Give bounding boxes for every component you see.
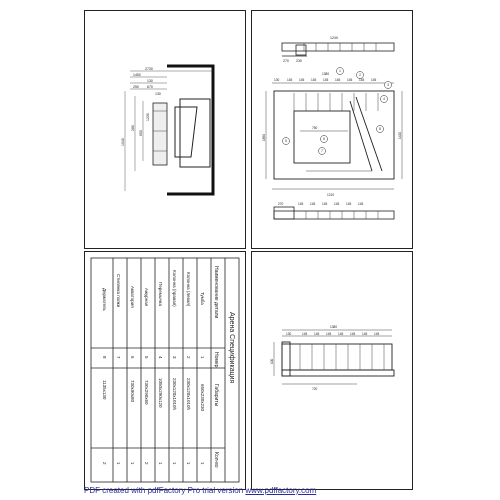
row-name: Акватория [130,286,135,308]
dim-label: 1380 [322,72,330,76]
dim-label: 1850 [262,133,266,141]
row-num: 4 [158,356,163,359]
dim-label: 750 [312,126,318,130]
dim-label: 145 [338,332,344,336]
callout-number: 5 [285,139,287,144]
callout-number: 6 [323,137,325,142]
row-name: Держатель [102,288,107,311]
front-view-drawing [85,11,245,248]
row-name: Перемычка [158,282,163,306]
row-size: 230x120x1010h [172,378,177,411]
plan-view-drawing [252,11,412,248]
specification-sheet [84,251,246,490]
row-num: 1 [200,356,205,359]
row-name: Колонна (левая) [186,272,191,307]
shelf-outline [282,344,392,370]
dim-label: 145 [311,78,317,82]
dim-label: 230 [296,59,302,63]
row-num: 3 [172,356,177,359]
plan-outline [274,91,394,179]
dim-label: 130 [286,332,292,336]
dim-label: 145 [326,332,332,336]
dim-label: 145 [346,202,352,206]
row-qty: 1 [172,462,177,465]
dim-label: 145 [298,202,304,206]
dim-label: 250 [133,85,139,89]
dim-label: 145 [347,78,353,82]
dim-label: 145 [362,332,368,336]
row-qty: 1 [200,462,205,465]
dim-label: 145 [302,332,308,336]
spec-table [85,252,245,489]
row-num: 7 [116,356,121,359]
dim-label: 650 [139,130,143,136]
row-num: 8 [102,356,107,359]
dim-label: 145 [314,332,320,336]
row-name: Стилянка полки [116,274,121,308]
dim-label: 1420 [398,131,402,139]
drawing-sheet-plan-view [251,10,413,249]
dim-label: 145 [299,78,305,82]
niche-trapezoid [175,107,197,157]
drawing-sheet-side-view [251,251,413,490]
header-name: Наименование детали [213,266,219,319]
dim-label: 1450 [133,73,141,77]
outer-frame [167,66,213,194]
callout-number: 7 [321,149,323,154]
header-num: Номер [213,352,219,368]
row-size: 650x230x230 [200,384,205,412]
dim-label: 145 [359,78,365,82]
dim-label: 1380 [330,325,338,329]
shelf-block [153,103,167,165]
dim-label: 130 [147,79,153,83]
row-num: 2 [186,356,191,359]
row-size: 1135x130 [102,380,107,400]
callout-number: 2 [359,73,361,78]
dim-label: 1210 [327,193,335,197]
dim-label: 145 [358,202,364,206]
row-size: 1050x290x120 [158,378,163,408]
dim-label: 145 [374,332,380,336]
spec-title: Арена Спецификация [228,312,235,384]
dim-label: 270 [283,59,289,63]
shelf-base [282,370,394,376]
callout-number: 4 [383,97,385,102]
footer-text: PDF created with pdfFactory Pro trial version [84,486,246,495]
dim-label: 145 [335,78,341,82]
row-qty: 1 [116,462,121,465]
row-qty: 2 [102,462,107,465]
header-size: Габариты [213,384,219,407]
dim-label: 130 [274,78,280,82]
dim-label: 145 [350,332,356,336]
row-size: 730x90x80 [130,380,135,403]
row-qty: 1 [158,462,163,465]
dim-label: 145 [334,202,340,206]
dim-label: 2730 [145,67,153,71]
dim-label: 145 [310,202,316,206]
footer-link[interactable]: www.pdffactory.com [245,486,317,495]
dim-label: 1230 [146,113,150,121]
drawing-sheet-front-view [84,10,246,249]
dim-label: 720 [312,387,318,391]
row-num: 5 [144,356,149,359]
dim-label: 145 [323,78,329,82]
callout-number: 1 [339,69,341,74]
dim-label: 1040 [121,138,125,146]
row-num: 6 [130,356,135,359]
dim-label: 145 [287,78,293,82]
callout-number: 8 [379,127,381,132]
row-qty: 2 [144,462,149,465]
dim-label: 145 [322,202,328,206]
dim-label: 130 [155,92,161,96]
dim-label: 1240 [330,36,338,40]
dim-label: 670 [147,85,153,89]
row-size: 730x290x60 [144,380,149,405]
row-name: Ажурная [144,288,149,307]
row-name: Тумба [200,292,205,305]
dim-label: 100 [270,358,274,364]
row-size: 230x120x1010h [186,378,191,411]
dim-label: 280 [131,125,135,131]
row-name: Колонна (правая) [172,270,177,307]
callout-number: 3 [387,83,389,88]
row-qty: 1 [186,462,191,465]
dim-label: 145 [371,78,377,82]
side-view-drawing [252,252,412,489]
pdf-footer [84,486,316,495]
dim-label: 270 [278,202,284,206]
row-qty: 1 [130,462,135,465]
header-qty: Кол-во [213,452,219,468]
